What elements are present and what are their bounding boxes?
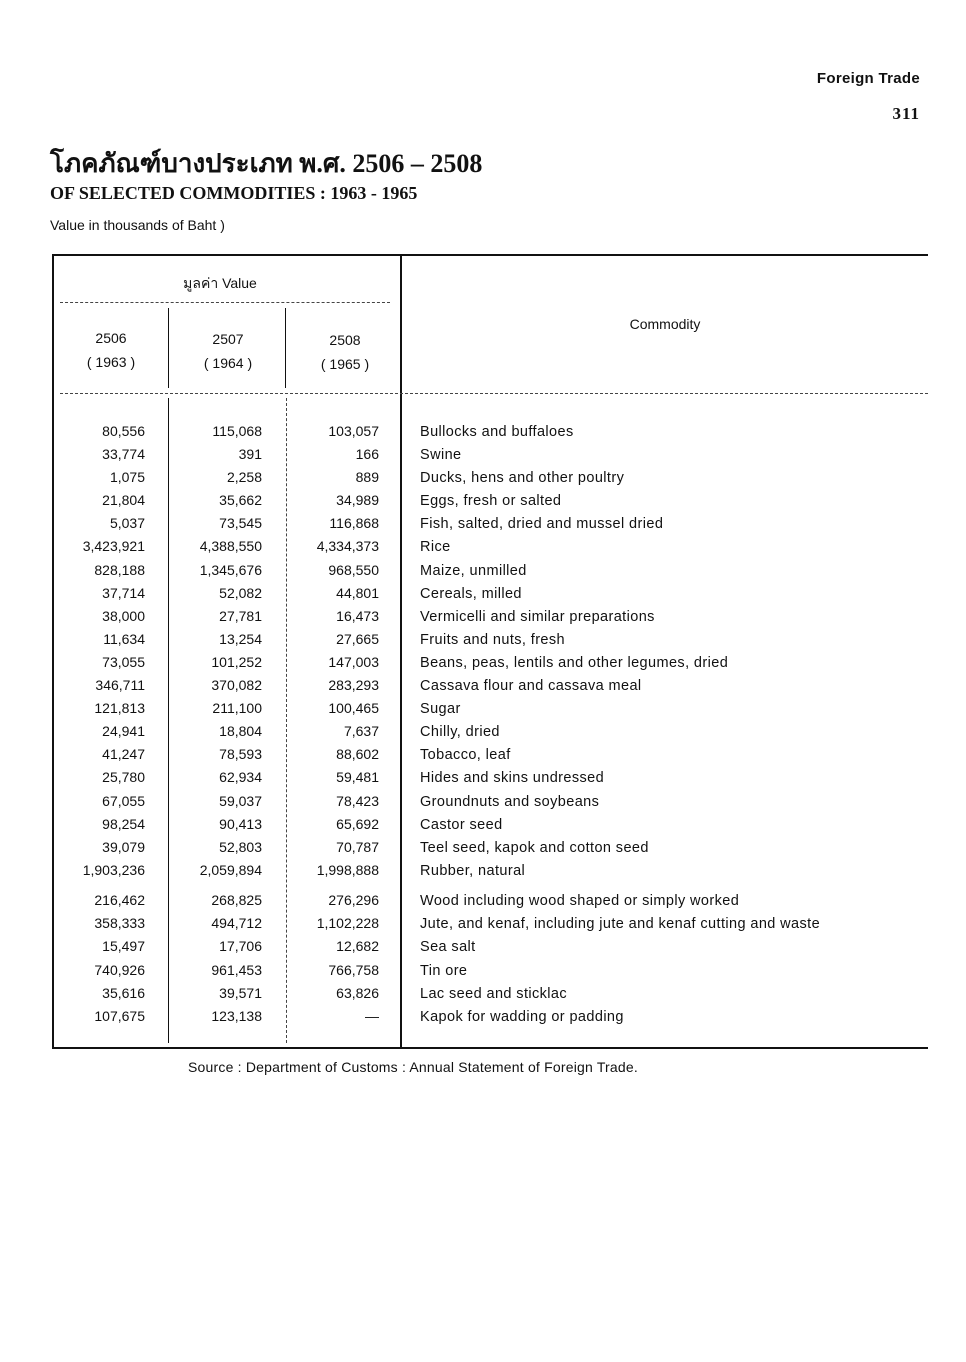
commodity-header: Commodity [629, 316, 701, 332]
year-thai: 2506 [95, 330, 127, 346]
value-1963: 107,675 [94, 1007, 145, 1024]
value-1963: 1,903,236 [82, 861, 145, 878]
table-row [0, 1005, 966, 1028]
value-group-header: มูลค่า Value [183, 275, 257, 291]
value-1963: 216,462 [94, 892, 145, 909]
value-1965: 63,826 [336, 984, 379, 1001]
value-1963: 37,714 [102, 584, 145, 601]
page-number: 311 [892, 104, 920, 123]
value-1963: 740,926 [94, 961, 145, 978]
value-1965: 100,465 [328, 700, 379, 717]
table-row [0, 935, 966, 958]
table-row [0, 559, 966, 582]
value-1965: 1,102,228 [316, 915, 379, 932]
value-1963: 98,254 [102, 815, 145, 832]
value-1965: 283,293 [328, 677, 379, 694]
table-row [0, 743, 966, 766]
value-1963: 80,556 [102, 423, 145, 439]
value-1964: 391 [238, 446, 262, 463]
running-head: Foreign Trade [816, 70, 920, 87]
value-1964: 2,258 [226, 469, 262, 486]
commodity-name: Cereals, milled [420, 585, 522, 602]
value-1965: 147,003 [328, 653, 379, 670]
table-row [0, 605, 966, 628]
value-1963: 25,780 [102, 769, 145, 786]
commodity-name: Vermicelli and similar preparations [420, 608, 655, 625]
commodity-name: Beans, peas, lentils and other legumes, dried [420, 654, 729, 671]
value-1963: 38,000 [102, 607, 145, 624]
commodity-name: Sugar [420, 701, 461, 718]
year-thai: 2507 [212, 331, 244, 347]
table-row [0, 766, 966, 789]
value-1963: 15,497 [102, 938, 145, 955]
value-1963: 35,616 [102, 984, 145, 1001]
value-1965: 166 [355, 446, 379, 463]
value-1963: 1,075 [109, 469, 145, 486]
commodity-name: Teel seed, kapok and cotton seed [420, 839, 649, 856]
value-1965: 103,057 [328, 423, 379, 439]
value-1963: 41,247 [102, 746, 145, 763]
col-divider-2 [285, 308, 286, 388]
value-1964: 52,082 [219, 584, 262, 601]
commodity-name: Fish, salted, dried and mussel dried [420, 516, 664, 533]
col-divider-1 [168, 308, 169, 388]
commodity-name: Groundnuts and soybeans [420, 793, 600, 810]
value-1964: 370,082 [211, 677, 262, 694]
value-1965: 12,682 [336, 938, 379, 955]
value-1963: 67,055 [102, 792, 145, 809]
value-1964: 52,803 [219, 838, 262, 855]
value-1964: 494,712 [211, 915, 262, 932]
value-1964: 59,037 [219, 792, 262, 809]
value-1963: 5,037 [109, 515, 145, 532]
value-1965: 34,989 [336, 492, 379, 509]
table-row [0, 420, 966, 443]
table-row [0, 790, 966, 813]
value-1964: 17,706 [219, 938, 262, 955]
value-1964: 211,100 [212, 700, 262, 717]
value-1965: 70,787 [336, 838, 379, 855]
commodity-name: Wood including wood shaped or simply worked [420, 893, 740, 910]
value-1963: 828,188 [94, 561, 145, 578]
title-english: OF SELECTED COMMODITIES : 1963 - 1965 [50, 183, 418, 203]
value-1963: 358,333 [94, 915, 145, 932]
value-1965: 88,602 [336, 746, 379, 763]
value-1965: 59,481 [336, 769, 379, 786]
value-1964: 39,571 [219, 984, 262, 1001]
value-1965: 27,665 [336, 630, 379, 647]
title-thai: โภคภัณฑ์บางประเภท พ.ศ. 2506 – 2508 [50, 149, 483, 178]
value-1965: 65,692 [336, 815, 379, 832]
value-1965: 276,296 [328, 892, 379, 909]
table-bottom-rule [53, 1047, 928, 1049]
value-1964: 961,453 [211, 961, 262, 978]
table-top-rule [53, 254, 928, 256]
table-body [0, 420, 966, 1028]
value-1965: — [365, 1007, 379, 1024]
value-group-underline [60, 302, 390, 303]
year-header-1964 [178, 327, 278, 375]
commodity-name: Swine [420, 447, 462, 464]
value-1964: 123,138 [211, 1007, 262, 1024]
year-thai: 2508 [329, 332, 361, 348]
value-1965: 16,473 [336, 607, 379, 624]
table-row [0, 889, 966, 912]
table-row [0, 836, 966, 859]
table-row [0, 859, 966, 882]
value-1964: 2,059,894 [199, 861, 262, 878]
value-1963: 346,711 [95, 677, 145, 694]
value-1964: 62,934 [219, 769, 262, 786]
year-ad: ( 1965 ) [320, 356, 370, 372]
value-1964: 78,593 [219, 746, 262, 763]
table-row [0, 697, 966, 720]
value-1963: 73,055 [102, 653, 145, 670]
table-row [0, 443, 966, 466]
commodity-name: Jute, and kenaf, including jute and kenaf cutting and waste [420, 916, 821, 933]
year-ad: ( 1964 ) [203, 355, 253, 371]
table-row [0, 582, 966, 605]
value-1965: 44,801 [336, 584, 379, 601]
value-1964: 90,413 [219, 815, 262, 832]
commodity-name: Rubber, natural [420, 862, 526, 879]
value-1964: 18,804 [219, 723, 262, 740]
commodity-name: Tin ore [420, 962, 468, 979]
table-row [0, 512, 966, 535]
value-1964: 1,345,676 [199, 561, 262, 578]
commodity-name: Maize, unmilled [420, 562, 527, 579]
value-1963: 24,941 [102, 723, 145, 740]
value-1965: 116,868 [329, 515, 379, 532]
commodity-name: Chilly, dried [420, 724, 500, 741]
value-1965: 889 [355, 469, 379, 486]
table-row [0, 720, 966, 743]
table-row [0, 982, 966, 1005]
year-header-1963 [61, 326, 161, 374]
value-1963: 3,423,921 [82, 538, 145, 555]
value-1964: 73,545 [219, 515, 262, 532]
table-row [0, 651, 966, 674]
commodity-name: Sea salt [420, 939, 476, 956]
table-row [0, 959, 966, 982]
commodity-name: Ducks, hens and other poultry [420, 470, 625, 487]
value-1965: 78,423 [336, 792, 379, 809]
value-1964: 27,781 [219, 607, 262, 624]
value-1964: 4,388,550 [199, 538, 262, 555]
value-1964: 13,254 [219, 630, 262, 647]
year-header-1965 [295, 328, 395, 376]
value-1963: 33,774 [102, 446, 145, 463]
value-1965: 968,550 [328, 561, 379, 578]
commodity-name: Fruits and nuts, fresh [420, 631, 565, 648]
commodity-name: Cassava flour and cassava meal [420, 678, 642, 695]
unit-note: Value in thousands of Baht ) [50, 217, 225, 233]
table-row [0, 813, 966, 836]
value-1963: 39,079 [102, 838, 145, 855]
commodity-name: Rice [420, 539, 451, 556]
commodity-name: Kapok for wadding or padding [420, 1008, 624, 1025]
table-row [0, 535, 966, 558]
value-1964: 268,825 [211, 892, 262, 909]
table-row [0, 674, 966, 697]
value-1965: 4,334,373 [316, 538, 379, 555]
value-1964: 101,252 [211, 653, 262, 670]
year-ad: ( 1963 ) [86, 354, 136, 370]
value-1965: 1,998,888 [316, 861, 379, 878]
source-note: Source : Department of Customs : Annual Statement of Foreign Trade. [188, 1059, 638, 1075]
value-1965: 766,758 [328, 961, 379, 978]
value-1963: 121,813 [94, 700, 145, 717]
value-1963: 11,634 [103, 630, 145, 647]
value-1964: 115,068 [212, 423, 262, 439]
table-row [0, 912, 966, 935]
value-1964: 35,662 [219, 492, 262, 509]
table-row [0, 466, 966, 489]
commodity-name: Castor seed [420, 816, 503, 833]
commodity-name: Bullocks and buffaloes [420, 424, 574, 440]
table-row [0, 489, 966, 512]
commodity-name: Hides and skins undressed [420, 770, 605, 787]
commodity-name: Lac seed and sticklac [420, 985, 568, 1002]
commodity-name: Eggs, fresh or salted [420, 493, 562, 510]
header-bottom-rule [60, 393, 928, 394]
table-row [0, 628, 966, 651]
commodity-name: Tobacco, leaf [420, 747, 511, 764]
value-1963: 21,804 [102, 492, 145, 509]
value-1965: 7,637 [343, 723, 379, 740]
